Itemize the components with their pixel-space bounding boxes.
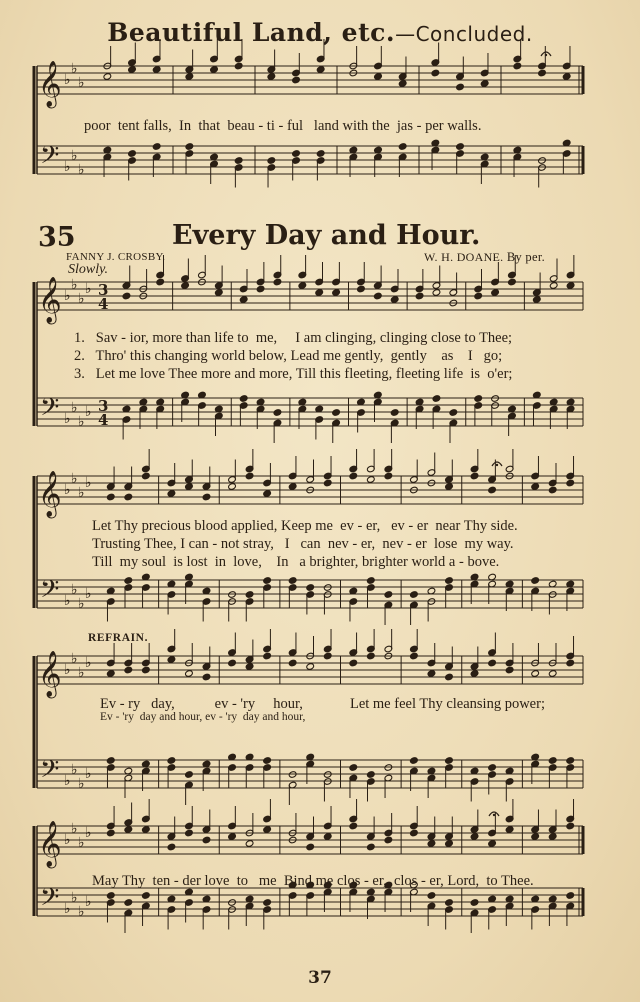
music-system-refrain — [0, 648, 640, 808]
note-head — [505, 666, 514, 674]
note-head — [445, 673, 454, 681]
note-head — [427, 670, 436, 678]
note-head — [263, 490, 272, 498]
note-head — [533, 296, 542, 304]
note-head — [470, 833, 479, 841]
flat-sign: ♭ — [64, 159, 71, 175]
flat-sign: ♭ — [64, 773, 71, 789]
flat-sign: ♭ — [71, 890, 78, 906]
note-head — [449, 409, 458, 417]
fermata-dot — [496, 464, 498, 466]
note-head — [103, 73, 112, 81]
note-head — [323, 833, 332, 841]
note-head — [316, 150, 325, 158]
note-head — [445, 577, 454, 585]
time-signature-top: 3 — [98, 281, 109, 299]
hymn-author: FANNY J. CROSBY. — [66, 251, 166, 263]
flat-sign: ♭ — [71, 148, 78, 164]
bass-clef: 𝄢 — [40, 755, 60, 790]
note-head — [384, 591, 393, 599]
bass-clef: 𝄢 — [40, 575, 60, 610]
note-head — [245, 472, 254, 480]
flat-sign: ♭ — [78, 665, 85, 681]
note-head — [273, 409, 282, 417]
note-head — [263, 899, 272, 907]
note-head — [470, 670, 479, 678]
flat-sign: ♭ — [64, 593, 71, 609]
note-head — [185, 73, 194, 81]
bass-clef: 𝄢 — [40, 883, 60, 918]
note-head — [215, 289, 224, 297]
note-head — [432, 289, 441, 297]
note-head — [306, 584, 315, 592]
note-head — [185, 670, 194, 678]
time-signature-bottom: 4 — [98, 295, 109, 313]
refrain-alto-lyrics: Ev - 'ry day and hour, ev - 'ry day and hour, — [100, 711, 306, 723]
refrain-lyrics-line-2: May Thy ten - der love to me Bind me clos - er, clos - er, Lord, to Thee. — [92, 873, 534, 889]
note-head — [410, 829, 419, 837]
note-head — [566, 822, 575, 830]
flat-sign: ♭ — [78, 835, 85, 851]
note-head — [292, 76, 301, 84]
note-head — [185, 483, 194, 491]
note-head — [531, 577, 540, 585]
note-head — [531, 670, 540, 678]
flat-sign: ♭ — [64, 72, 71, 88]
treble-staff — [37, 656, 583, 684]
note-head — [470, 899, 479, 907]
flat-sign: ♭ — [78, 485, 85, 501]
note-head — [398, 80, 407, 88]
note-head — [142, 826, 151, 834]
note-head — [106, 757, 115, 765]
note-head — [566, 892, 575, 900]
verse-3-line-2: Till my soul is lost in love, In a brighter, brighter world a - bove. — [92, 554, 500, 570]
flat-sign: ♭ — [78, 414, 85, 430]
note-head — [106, 892, 115, 900]
page-header — [0, 18, 640, 47]
flat-sign: ♭ — [85, 586, 92, 602]
fermata-dot — [493, 814, 495, 816]
note-head — [549, 282, 558, 290]
note-head — [202, 836, 211, 844]
note-head — [367, 843, 376, 851]
hymn-composer — [424, 250, 545, 265]
note-head — [122, 292, 131, 300]
fermata-dot — [545, 54, 547, 56]
note-head — [245, 591, 254, 599]
note-head — [234, 62, 243, 70]
note-head — [349, 764, 358, 772]
header-title: Beautiful Land, etc. — [107, 18, 396, 47]
flat-sign: ♭ — [78, 596, 85, 612]
note-head — [106, 829, 115, 837]
refrain-label: REFRAIN. — [88, 632, 149, 644]
note-head — [185, 829, 194, 837]
verse-2-line-1: 2. Thro' this changing world below, Lead me gently, gently as I go; — [74, 348, 503, 364]
treble-clef: 𝄞 — [38, 651, 62, 697]
note-head — [488, 764, 497, 772]
note-head — [445, 483, 454, 491]
verse-1-line-1: 1. Sav - ior, more than life to me, I am clinging, clinging close to Thee; — [74, 330, 513, 346]
note-head — [508, 278, 517, 286]
note-head — [156, 278, 165, 286]
note-head — [267, 157, 276, 165]
note-head — [288, 483, 297, 491]
note-head — [292, 150, 301, 158]
verse-1-line-2: Let Thy precious blood applied, Keep me ev - er, ev - er near Thy side. — [92, 518, 518, 534]
note-head — [357, 285, 366, 293]
flat-sign: ♭ — [64, 288, 71, 304]
note-head — [566, 282, 575, 290]
note-head — [202, 493, 211, 501]
note-head — [106, 670, 115, 678]
note-head — [445, 757, 454, 765]
note-head — [323, 652, 332, 660]
note-head — [390, 409, 399, 417]
note-head — [185, 143, 194, 151]
note-head — [245, 663, 254, 671]
music-system-previous — [0, 58, 640, 218]
note-head — [548, 833, 557, 841]
note-head — [367, 652, 376, 660]
note-head — [456, 143, 465, 151]
note-head — [384, 836, 393, 844]
note-head — [152, 143, 161, 151]
note-head — [124, 493, 133, 501]
note-head — [488, 840, 497, 848]
note-head — [374, 73, 383, 81]
bass-clef: 𝄢 — [40, 393, 60, 428]
note-head — [431, 69, 440, 77]
note-head — [124, 826, 133, 834]
note-head — [427, 840, 436, 848]
note-head — [367, 577, 376, 585]
note-head — [228, 659, 237, 667]
note-head — [142, 892, 151, 900]
note-head — [128, 66, 137, 74]
flat-sign: ♭ — [71, 762, 78, 778]
note-head — [548, 757, 557, 765]
verse-2-line-2: Trusting Thee, I can - not stray, I can nev - er, nev - er lose my way. — [92, 536, 514, 552]
flat-sign: ♭ — [85, 825, 92, 841]
note-head — [210, 66, 219, 74]
note-head — [124, 666, 133, 674]
note-head — [106, 493, 115, 501]
treble-clef: 𝄞 — [38, 61, 62, 107]
note-head — [234, 157, 243, 165]
treble-staff — [37, 282, 583, 310]
note-head — [167, 656, 176, 664]
note-head — [410, 757, 419, 765]
treble-clef: 𝄞 — [38, 277, 62, 323]
treble-clef: 𝄞 — [38, 471, 62, 517]
note-head — [566, 479, 575, 487]
refrain-lyrics-line-1: Ev - ry day, ev - 'ry hour, Let me feel Thy cleansing power; — [100, 696, 545, 712]
note-head — [410, 652, 419, 660]
note-head — [142, 472, 151, 480]
flat-sign: ♭ — [64, 411, 71, 427]
note-head — [181, 282, 190, 290]
note-head — [456, 83, 465, 91]
note-head — [367, 476, 376, 484]
note-head — [410, 591, 419, 599]
note-head — [152, 66, 161, 74]
note-head — [167, 843, 176, 851]
flat-sign: ♭ — [85, 281, 92, 297]
flat-sign: ♭ — [78, 776, 85, 792]
music-system-final — [0, 818, 640, 968]
note-head — [315, 289, 324, 297]
note-head — [531, 483, 540, 491]
note-head — [263, 757, 272, 765]
flat-sign: ♭ — [85, 766, 92, 782]
note-head — [390, 296, 399, 304]
note-head — [398, 143, 407, 151]
note-head — [562, 73, 571, 81]
note-head — [548, 486, 557, 494]
note-head — [263, 652, 272, 660]
note-head — [488, 659, 497, 667]
note-head — [349, 472, 358, 480]
flat-sign: ♭ — [64, 901, 71, 917]
treble-clef: 𝄞 — [38, 821, 62, 867]
flat-sign: ♭ — [64, 832, 71, 848]
time-signature-bottom: 4 — [98, 411, 109, 429]
previous-hymn-lyrics: poor tent falls, In that beau - ti - ful land with the jas - per walls. — [84, 118, 482, 134]
note-head — [167, 757, 176, 765]
note-head — [513, 62, 522, 70]
note-head — [332, 409, 341, 417]
note-head — [491, 289, 500, 297]
composer-name: W. H. DOANE. — [424, 250, 504, 264]
flat-sign: ♭ — [78, 291, 85, 307]
flat-sign: ♭ — [71, 651, 78, 667]
note-head — [239, 395, 248, 403]
flat-sign: ♭ — [85, 894, 92, 910]
note-head — [202, 673, 211, 681]
note-head — [531, 833, 540, 841]
flat-sign: ♭ — [78, 162, 85, 178]
note-head — [263, 577, 272, 585]
header-concluded: —Concluded. — [395, 22, 533, 46]
note-head — [432, 395, 441, 403]
note-head — [480, 80, 489, 88]
permission-note: By per. — [506, 250, 546, 264]
note-head — [566, 659, 575, 667]
note-head — [548, 670, 557, 678]
note-head — [349, 659, 358, 667]
note-head — [427, 892, 436, 900]
flat-sign: ♭ — [85, 404, 92, 420]
flat-sign: ♭ — [71, 582, 78, 598]
note-head — [167, 490, 176, 498]
note-head — [332, 289, 341, 297]
verse-3-line-1: 3. Let me love Thee more and more, Till this fleeting, fleeting life is o'er; — [74, 366, 513, 382]
note-head — [239, 296, 248, 304]
note-head — [228, 833, 237, 841]
flat-sign: ♭ — [71, 400, 78, 416]
note-head — [445, 899, 454, 907]
bass-staff — [37, 398, 583, 426]
flat-sign: ♭ — [71, 471, 78, 487]
note-head — [470, 472, 479, 480]
note-head — [298, 282, 307, 290]
tempo-marking: Slowly. — [68, 262, 109, 277]
note-head — [288, 659, 297, 667]
note-head — [267, 73, 276, 81]
note-head — [228, 483, 237, 491]
note-head — [263, 826, 272, 834]
note-head — [349, 822, 358, 830]
note-head — [323, 479, 332, 487]
note-head — [288, 577, 297, 585]
note-head — [505, 826, 514, 834]
flat-sign: ♭ — [71, 61, 78, 77]
note-head — [474, 292, 483, 300]
time-signature-top: 3 — [98, 397, 109, 415]
page-number: 37 — [308, 968, 332, 988]
note-head — [316, 66, 325, 74]
flat-sign: ♭ — [71, 821, 78, 837]
note-head — [306, 843, 315, 851]
note-head — [384, 472, 393, 480]
note-head — [185, 771, 194, 779]
note-head — [128, 150, 137, 158]
note-head — [124, 577, 133, 585]
note-head — [538, 69, 547, 77]
note-head — [273, 278, 282, 286]
note-head — [142, 666, 151, 674]
note-head — [474, 395, 483, 403]
flat-sign: ♭ — [85, 655, 92, 671]
flat-sign: ♭ — [64, 482, 71, 498]
note-head — [367, 771, 376, 779]
treble-staff — [37, 476, 583, 504]
note-head — [256, 285, 265, 293]
bass-clef: 𝄢 — [40, 141, 60, 176]
note-head — [445, 840, 454, 848]
flat-sign: ♭ — [78, 904, 85, 920]
note-head — [415, 292, 424, 300]
note-head — [374, 292, 383, 300]
note-head — [306, 663, 315, 671]
flat-sign: ♭ — [71, 277, 78, 293]
flat-sign: ♭ — [64, 662, 71, 678]
note-head — [124, 899, 133, 907]
note-head — [245, 840, 254, 848]
hymn-number: 35 — [38, 222, 76, 253]
hymn-title: Every Day and Hour. — [172, 220, 481, 251]
note-head — [566, 757, 575, 765]
flat-sign: ♭ — [78, 75, 85, 91]
flat-sign: ♭ — [85, 475, 92, 491]
note-head — [488, 486, 497, 494]
